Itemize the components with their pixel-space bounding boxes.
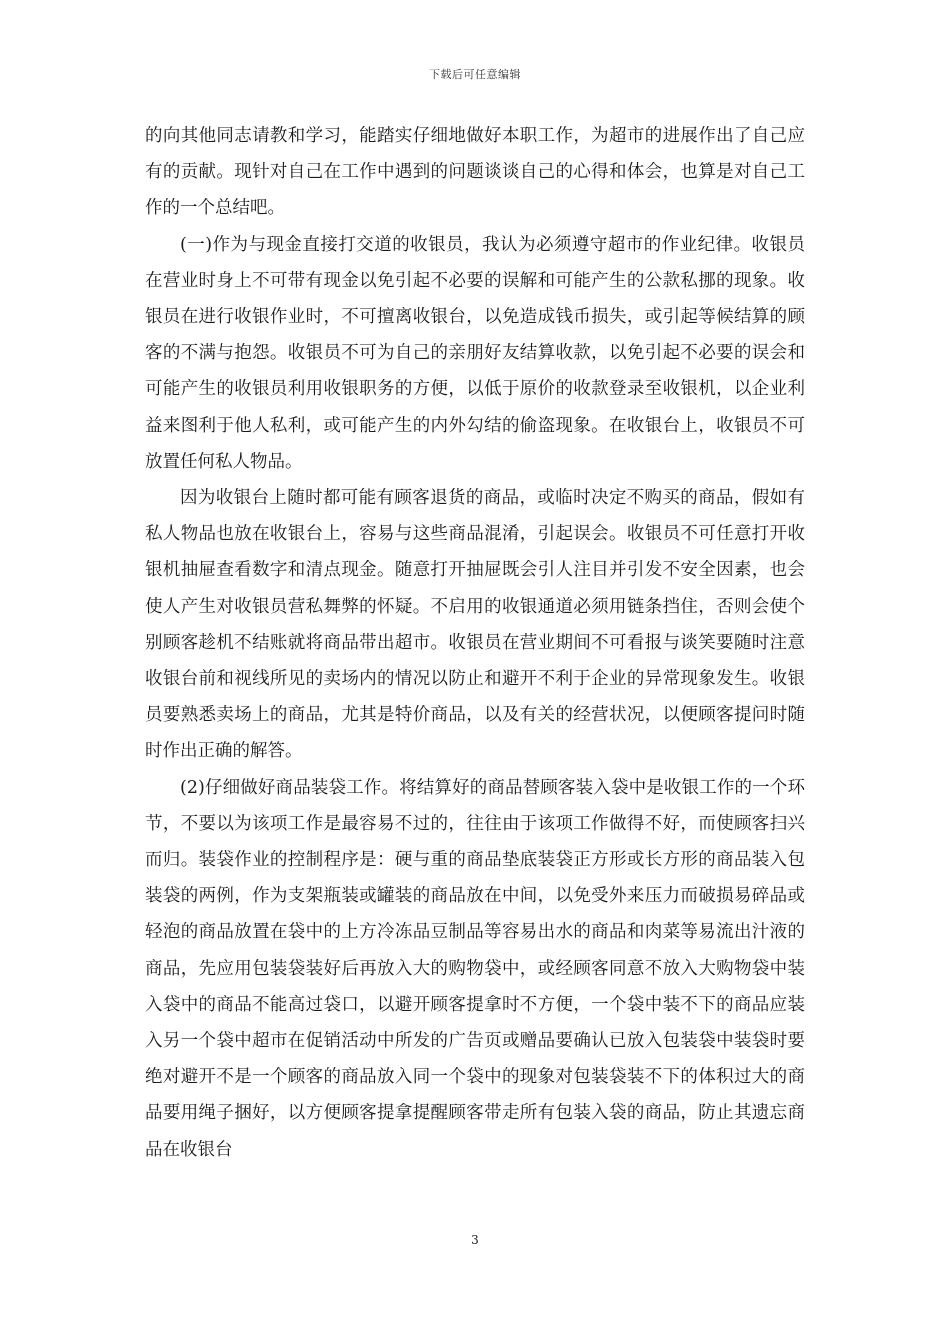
paragraph-checkout-counter: 因为收银台上随时都可能有顾客退货的商品，或临时决定不购买的商品，假如有私人物品也放在收银台上，容易与这些商品混淆，引起误会。收银员不可任意打开收银机抽屉查看数字和清点现金。随意打开抽屉既会引人注目并引发不安全因素，也会使人产生对收银员营私舞弊的怀疑。不启用的收银通道必须用链条挡住，否则会使个别顾客趁机不结账就将商品带出超市。收银员在营业期间不可看报与谈笑要随时注意收银台前和视线所见的卖场内的情况以防止和避开不利于企业的异常现象发生。收银员要熟悉卖场上的商品，尤其是特价商品，以及有关的经营状况，以便顾客提问时随时作出正确的解答。	[145, 488, 805, 762]
document-body	[145, 118, 805, 1168]
paragraph-intro-continuation: 的向其他同志请教和学习，能踏实仔细地做好本职工作，为超市的进展作出了自己应有的贡献。现针对自己在工作中遇到的问题谈谈自己的心得和体会，也算是对自己工作的一个总结吧。	[145, 126, 805, 219]
paragraph-work-discipline: (一)作为与现金直接打交道的收银员，我认为必须遵守超市的作业纪律。收银员在营业时身上不可带有现金以免引起不必要的误解和可能产生的公款私挪的现象。收银员在进行收银作业时，不可擅离收银台，以免造成钱币损失，或引起等候结算的顾客的不满与抱怨。收银员不可为自己的亲朋好友结算收款，以免引起不必要的误会和可能产生的收银员利用收银职务的方便，以低于原价的收款登录至收银机，以企业利益来图利于他人私利，或可能产生的内外勾结的偷盗现象。在收银台上，收银员不可放置任何私人物品。	[145, 234, 805, 472]
paragraph-bagging: (2)仔细做好商品装袋工作。将结算好的商品替顾客装入袋中是收银工作的一个环节，不要以为该项工作是最容易不过的，往往由于该项工作做得不好，而使顾客扫兴而归。装袋作业的控制程序是：硬与重的商品垫底装袋正方形或长方形的商品装入包装袋的两例，作为支架瓶装或罐装的商品放在中间，以免受外来压力而破损易碎品或轻泡的商品放置在袋中的上方冷冻品豆制品等容易出水的商品和肉菜等易流出汁液的商品，先应用包装袋装好后再放入大的购物袋中，或经顾客同意不放入大购物袋中装入袋中的商品不能高过袋口，以避开顾客提拿时不方便，一个袋中装不下的商品应装入另一个袋中超市在促销活动中所发的广告页或赠品要确认已放入包装袋中装袋时要绝对避开不是一个顾客的商品放入同一个袋中的现象对包装袋装不下的体积过大的商品要用绳子捆好，以方便顾客提拿提醒顾客带走所有包装入袋的商品，防止其遗忘商品在收银台	[145, 777, 805, 1160]
page-number: 3	[471, 1233, 479, 1247]
page-header-note: 下载后可任意编辑	[429, 68, 521, 81]
